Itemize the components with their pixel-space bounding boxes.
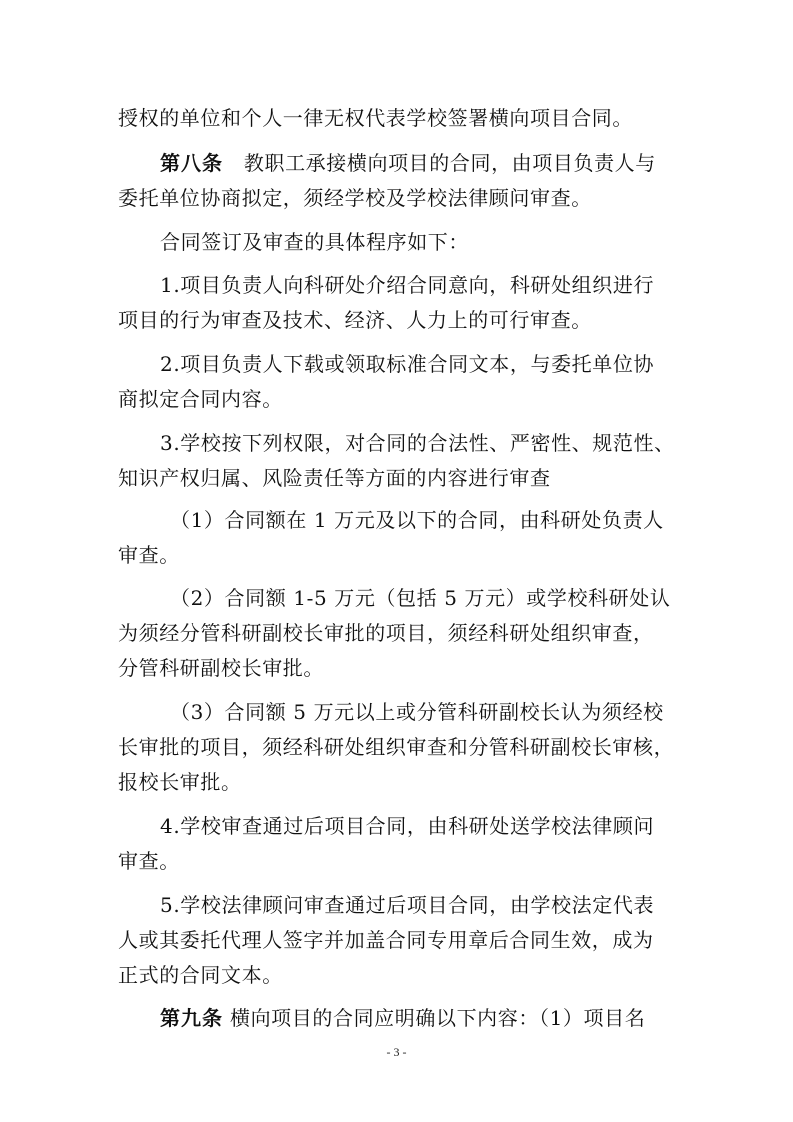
paragraph-line: 委托单位协商拟定，须经学校及学校法律顾问审查。	[118, 186, 592, 210]
page-number: - 3 -	[386, 1045, 407, 1059]
paragraph-line: 审查。	[118, 543, 180, 567]
article-9-heading: 第九条	[160, 1006, 223, 1030]
list-item-2-line: 2.项目负责人下载或领取标准合同文本，与委托单位协	[160, 352, 655, 376]
sub-item-1-line: （1）合同额在 1 万元及以下的合同，由科研处负责人	[170, 508, 664, 532]
paragraph-line: 商拟定合同内容。	[118, 387, 283, 411]
paragraph-line: 报校长审批。	[118, 770, 242, 794]
article-8-text: 教职工承接横向项目的合同，由项目负责人与	[243, 151, 656, 175]
list-item-1-line: 1.项目负责人向科研处介绍合同意向，科研处组织进行	[160, 273, 655, 297]
list-item-5-line: 5.学校法律顾问审查通过后项目合同，由学校法定代表	[160, 893, 655, 917]
article-9-text: 横向项目的合同应明确以下内容：（1）项目名	[229, 1006, 646, 1030]
article-8-heading: 第八条	[160, 151, 223, 175]
article-9-line	[160, 1004, 645, 1032]
paragraph-line: 审查。	[118, 849, 180, 873]
paragraph-line: 项目的行为审查及技术、经济、人力上的可行审查。	[118, 308, 592, 332]
sub-item-3-line: （3）合同额 5 万元以上或分管科研副校长认为须经校	[170, 700, 664, 724]
list-item-4-line: 4.学校审查通过后项目合同，由科研处送学校法律顾问	[160, 814, 655, 838]
paragraph-line: 分管科研副校长审批。	[118, 656, 324, 680]
paragraph-line: 授权的单位和个人一律无权代表学校签署横向项目合同。	[118, 106, 633, 130]
paragraph-line: 长审批的项目，须经科研处组织审查和分管科研副校长审核，	[118, 735, 675, 759]
paragraph-line: 为须经分管科研副校长审批的项目，须经科研处组织审查，	[118, 621, 654, 645]
paragraph-line: 人或其委托代理人签字并加盖合同专用章后合同生效，成为	[118, 928, 654, 952]
article-8-line	[160, 149, 656, 177]
paragraph-line: 正式的合同文本。	[118, 963, 283, 987]
list-item-3-line: 3.学校按下列权限，对合同的合法性、严密性、规范性、	[160, 431, 675, 455]
paragraph-line: 合同签订及审查的具体程序如下：	[160, 230, 469, 254]
sub-item-2-line: （2）合同额 1-5 万元（包括 5 万元）或学校科研处认	[170, 586, 671, 610]
paragraph-line: 知识产权归属、风险责任等方面的内容进行审查	[118, 466, 551, 490]
